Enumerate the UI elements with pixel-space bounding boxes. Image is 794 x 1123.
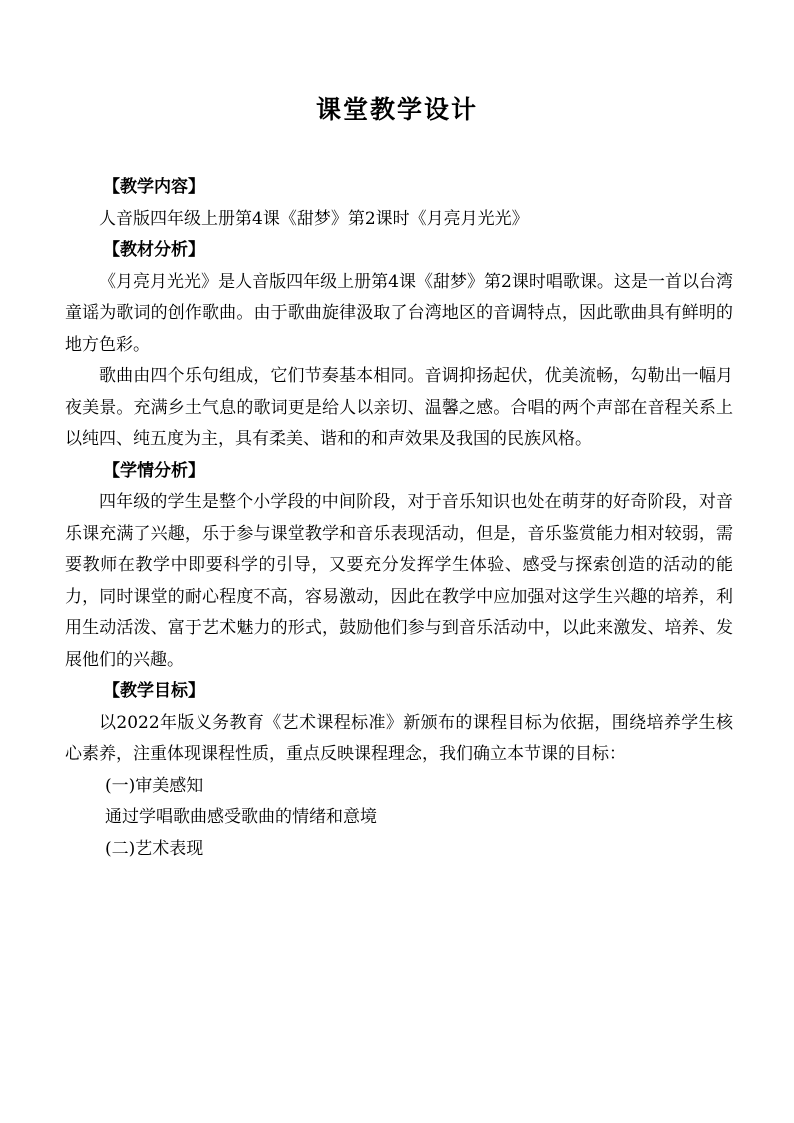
content-text: 人音版四年级上册第4课《甜梦》第2课时《月亮月光光》 [99, 208, 529, 229]
goal-subtext-1: 通过学唱歌曲感受歌曲的情绪和意境 [105, 807, 377, 827]
section-heading-goal: 【教学目标】 [103, 681, 205, 701]
section-heading-material: 【教材分析】 [103, 240, 205, 260]
goal-paragraph-1: 以2022年版义务教育《艺术课程标准》新颁布的课程目标为依据，围绕培养学生核心素养，注重体现课程性质，重点反映课程理念，我们确立本节课的目标： [65, 712, 733, 764]
goal-subheading-2: (二)艺术表现 [105, 838, 204, 859]
page-title: 课堂教学设计 [315, 95, 478, 124]
material-paragraph-1: 《月亮月光光》是人音版四年级上册第4课《甜梦》第2课时唱歌课。这是一首以台湾童谣为歌词的创作歌曲。由于歌曲旋律汲取了台湾地区的音调特点，因此歌曲具有鲜明的地方色彩。 [65, 271, 733, 355]
student-paragraph-1: 四年级的学生是整个小学段的中间阶段，对于音乐知识也处在萌芽的好奇阶段，对音乐课充满了兴趣，乐于参与课堂教学和音乐表现活动，但是，音乐鉴赏能力相对较弱，需要教师在教学中即要科学的引导，又要充分发挥学生体验、感受与探索创造的活动的能力，同时课堂的耐心程度不高，容易激动，因此在教学中应加强对这学生兴趣的培养，利用生动活泼、富于艺术魅力的形式，鼓励他们参与到音乐活动中，以此来激发、培养、发展他们的兴趣。 [65, 492, 733, 670]
goal-subheading-1: (一)审美感知 [105, 775, 204, 796]
section-heading-student: 【学情分析】 [103, 460, 205, 481]
document-body [65, 172, 733, 865]
material-paragraph-2: 歌曲由四个乐句组成，它们节奏基本相同。音调抑扬起伏，优美流畅，勾勒出一幅月夜美景。充满乡土气息的歌词更是给人以亲切、温馨之感。合唱的两个声部在音程关系上以纯四、纯五度为主，具有柔美、谐和的和声效果及我国的民族风格。 [65, 366, 733, 449]
section-heading-content: 【教学内容】 [103, 177, 205, 197]
